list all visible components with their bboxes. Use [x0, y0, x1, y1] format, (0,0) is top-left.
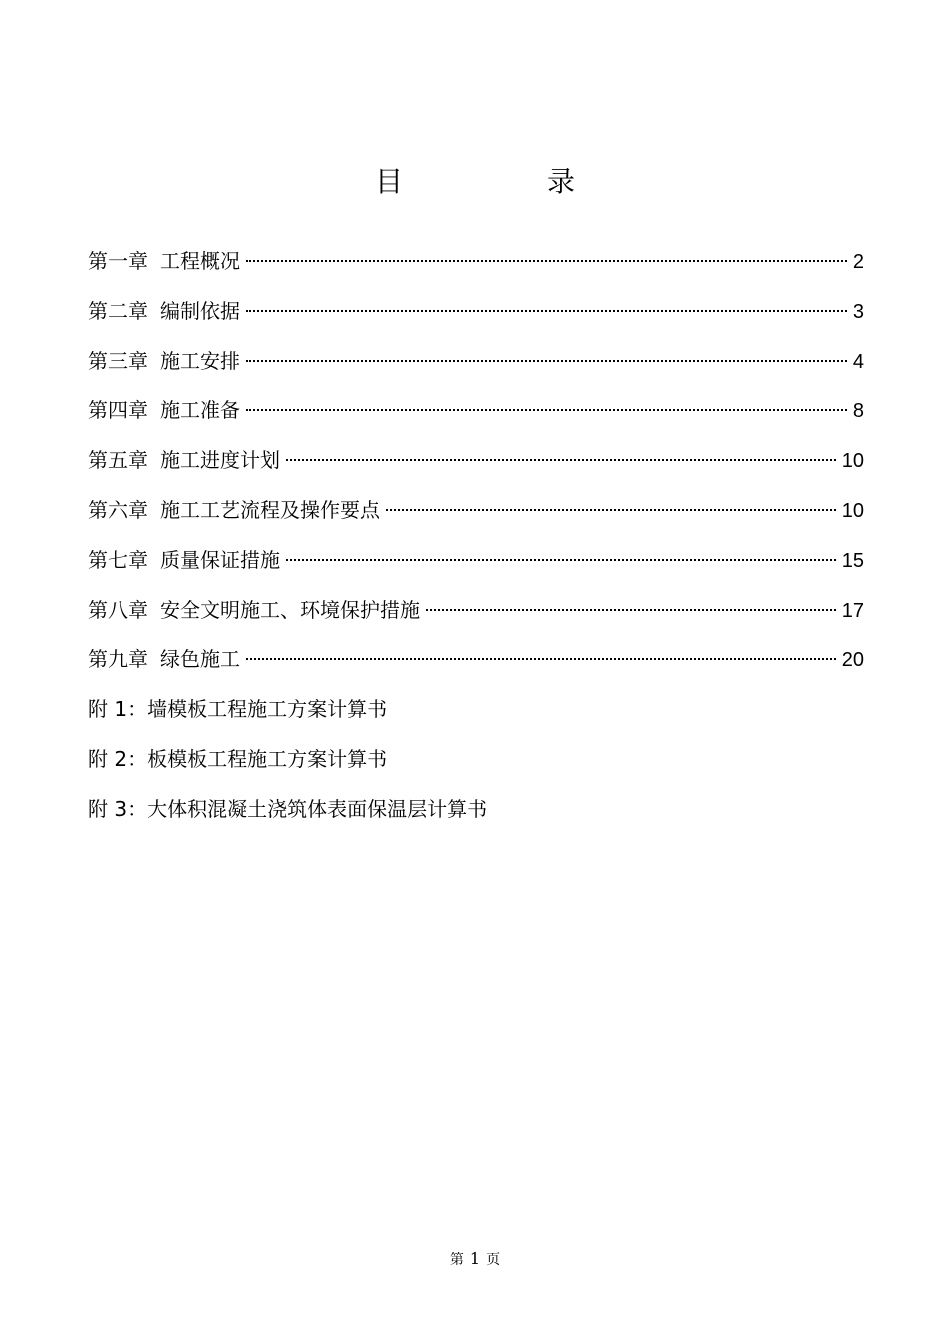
toc-dot-leader [246, 310, 847, 312]
toc-chapter-number: 第五章 [88, 448, 148, 473]
toc-entry[interactable] [88, 243, 864, 293]
toc-appendix-title: 附 3：大体积混凝土浇筑体表面保温层计算书 [88, 796, 488, 821]
toc-chapter-title: 工程概况 [160, 249, 240, 273]
toc-appendix-entry[interactable] [88, 691, 864, 741]
toc-entry[interactable] [88, 542, 864, 592]
toc-appendix-entry[interactable] [88, 741, 864, 791]
toc-page-number: 17 [841, 599, 864, 622]
toc-page-number: 3 [852, 300, 864, 323]
toc-dot-leader [246, 360, 847, 362]
toc-page-number: 20 [841, 649, 864, 672]
toc-appendix-title: 附 1：墙模板工程施工方案计算书 [88, 697, 388, 722]
toc-page-number: 10 [841, 499, 864, 522]
toc-chapter-number: 第四章 [88, 398, 148, 423]
footer-page-number: 1 [469, 1249, 481, 1268]
toc-appendix-entry[interactable] [88, 791, 864, 841]
toc-dot-leader [386, 509, 836, 511]
toc-chapter-title: 编制依据 [160, 298, 240, 323]
toc-chapter-number: 第二章 [88, 298, 148, 323]
toc-entry[interactable] [88, 392, 864, 442]
toc-chapter-title: 绿色施工 [160, 647, 240, 672]
toc-page-number: 10 [841, 450, 864, 473]
toc-page-number: 8 [852, 400, 864, 423]
toc-chapter-title: 施工准备 [160, 398, 240, 423]
toc-entry[interactable] [88, 492, 864, 542]
page-footer [0, 1249, 950, 1269]
toc-page-number: 2 [852, 251, 864, 273]
toc-chapter-number: 第六章 [88, 497, 148, 522]
toc-chapter-title: 质量保证措施 [160, 547, 280, 572]
toc-chapter-number: 第一章 [88, 249, 148, 273]
toc-dot-leader [246, 260, 847, 262]
toc-dot-leader [246, 658, 836, 660]
toc-entry[interactable] [88, 592, 864, 642]
toc-entry[interactable] [88, 293, 864, 343]
toc-chapter-title: 施工工艺流程及操作要点 [160, 497, 380, 522]
toc-page-number: 4 [852, 350, 864, 373]
toc-dot-leader [286, 559, 836, 561]
toc-dot-leader [426, 609, 836, 611]
toc-dot-leader [246, 409, 847, 411]
toc-chapter-title: 施工进度计划 [160, 448, 280, 473]
toc-entry[interactable] [88, 442, 864, 492]
toc-chapter-title: 施工安排 [160, 348, 240, 373]
toc-chapter-number: 第三章 [88, 348, 148, 373]
toc-chapter-title: 安全文明施工、环境保护措施 [160, 597, 420, 622]
toc-dot-leader [286, 459, 836, 461]
toc-chapter-number: 第八章 [88, 597, 148, 622]
toc-list [88, 243, 864, 841]
footer-prefix: 第 [449, 1252, 464, 1268]
footer-suffix: 页 [486, 1252, 501, 1268]
toc-entry[interactable] [88, 343, 864, 393]
toc-title: 目 录 [374, 165, 633, 198]
toc-chapter-number: 第九章 [88, 647, 148, 672]
toc-entry[interactable] [88, 641, 864, 691]
toc-appendix-title: 附 2：板模板工程施工方案计算书 [88, 746, 388, 771]
toc-page-number: 15 [841, 549, 864, 572]
toc-chapter-number: 第七章 [88, 547, 148, 572]
